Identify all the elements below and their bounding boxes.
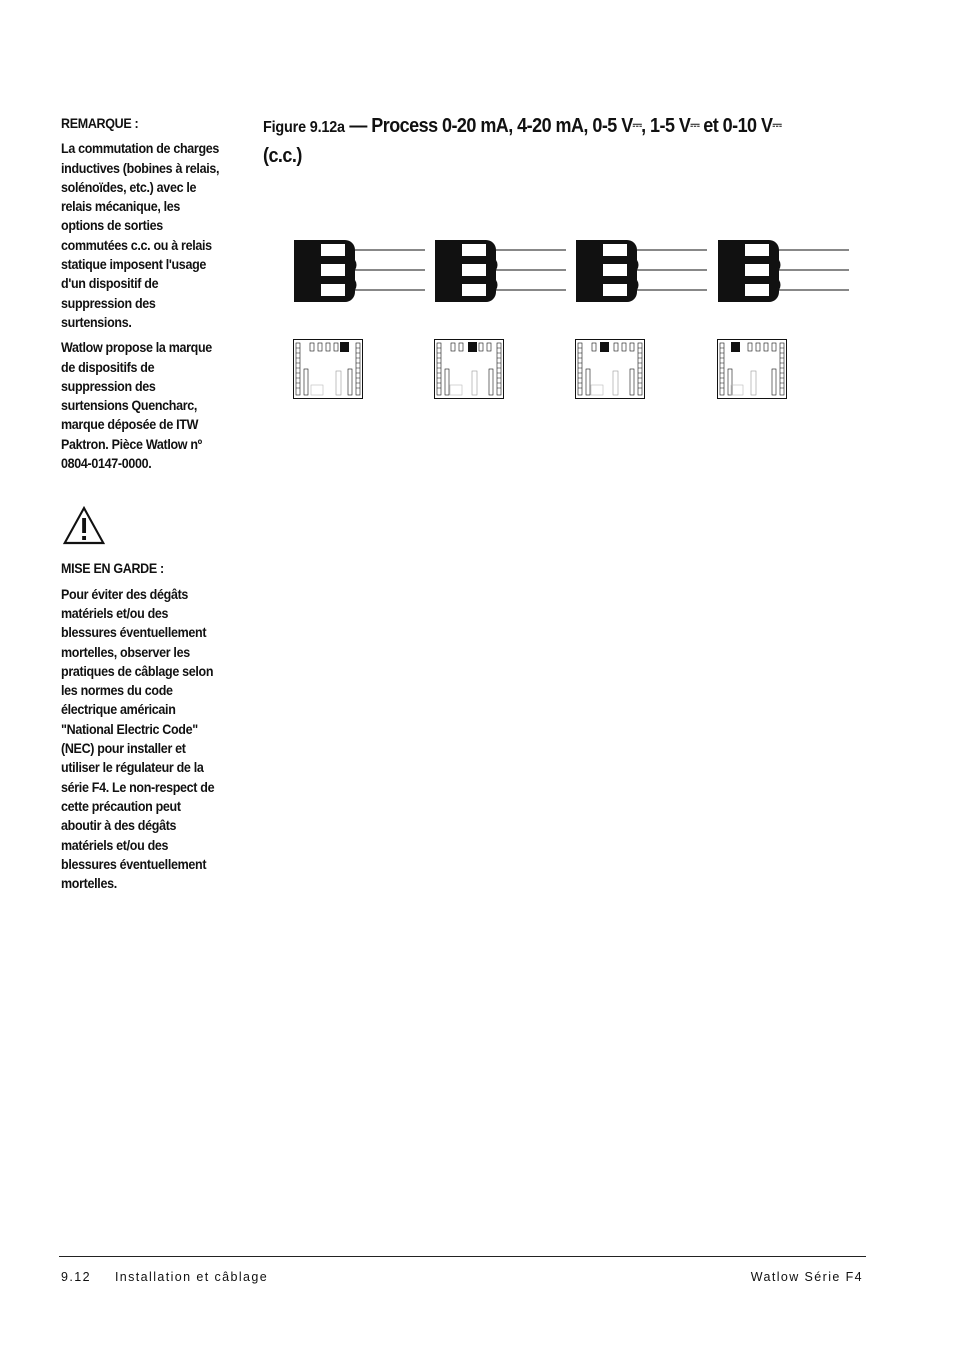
terminal-block-icon (293, 238, 427, 304)
footer-divider (59, 1256, 866, 1257)
terminal-block-icon (717, 238, 851, 304)
footer-product-name: Watlow Série F4 (750, 1270, 863, 1284)
note-heading: REMARQUE : (61, 116, 139, 131)
board-layout-icon (575, 339, 647, 401)
board-layout-icon (717, 339, 789, 401)
figure-title (263, 111, 803, 170)
terminal-block-icon (575, 238, 709, 304)
figure-number: Figure 9.12a (263, 119, 345, 136)
board-layout-icon (293, 339, 365, 401)
dc-symbol-icon: ⎓ (632, 117, 642, 132)
figure-title-part-1: — Process 0-20 mA, 4-20 mA, 0-5 V (344, 115, 633, 137)
dc-symbol-icon: ⎓ (690, 117, 699, 132)
figure-title-part-2: , 1-5 V (641, 115, 691, 137)
warning-heading: MISE EN GARDE : (61, 561, 164, 577)
sidebar-notes (61, 114, 219, 899)
dc-symbol-icon: ⎓ (772, 117, 781, 132)
warning-triangle-icon (63, 505, 105, 545)
footer-section-number: 9.12 (61, 1270, 91, 1284)
figure-title-part-4: (c.c.) (263, 145, 302, 167)
warning-text: Pour éviter des dégâts matériels et/ou des blessures éventuellement mortelles, observer les pratiques de câblage selon les normes du code électrique américain "National Electric Code" (NEC) pour installer et utiliser le régulateur de la série F4. Le non-respect de cette précaution peut aboutir à des dégâts matériels et/ou des blessures éventuellement mortelles. (61, 586, 215, 892)
board-layout-icon (434, 339, 506, 401)
terminal-block-icon (434, 238, 568, 304)
note-paragraph-1: La commutation de charges inductives (bobines à relais, solénoïdes, etc.) avec le relais mécanique, les options de sorties commutées c.c. ou à relais statique imposent l'usage d'un dispositif de suppression des surtensions. (61, 141, 220, 330)
figure-title-part-3: et 0-10 V (698, 115, 773, 137)
note-paragraph-2: Watlow propose la marque de dispositifs de suppression des surtensions Quencharc, marque déposée de ITW Paktron. Pièce Watlow nº 0804-0147-0000. (61, 340, 212, 472)
footer-chapter-title: Installation et câblage (114, 1270, 269, 1284)
footer-left (61, 1270, 268, 1284)
